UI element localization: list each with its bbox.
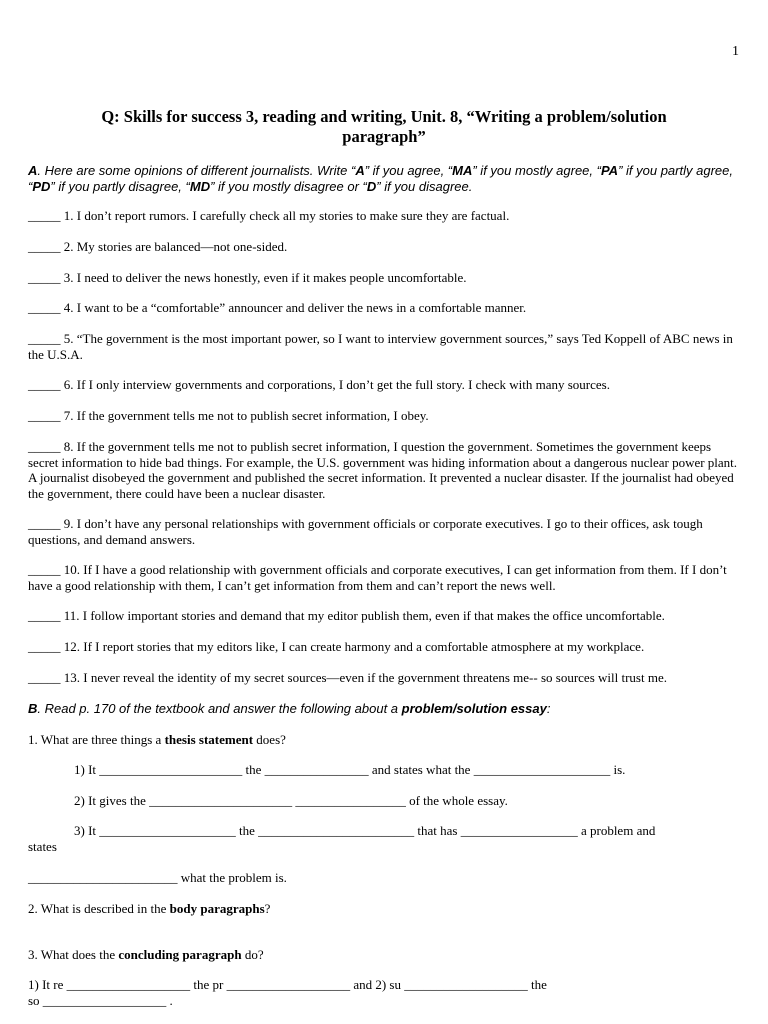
opinion-item-9 xyxy=(28,516,744,547)
answer-blank[interactable]: _____ xyxy=(28,516,61,531)
answer-blank[interactable]: _____ xyxy=(28,270,61,285)
instr-text: . Here are some opinions of different journalists. Write “ xyxy=(37,163,356,178)
opinion-text: 4. I want to be a “comfortable” announcer and deliver the news in a comfortable manner. xyxy=(60,300,527,315)
instr-text: ” if you partly agree, “ xyxy=(28,163,733,194)
answer-blank[interactable]: _____ xyxy=(28,670,61,685)
answer-blank[interactable]: _____ xyxy=(28,300,61,315)
q1-answer-3-blank[interactable]: _______________________ what the problem is. xyxy=(28,870,287,885)
page-number: 1 xyxy=(732,44,739,59)
opinion-text: 5. “The government is the most important power, so I want to interview government sources,” says Ted Koppell of ABC news in the U.S.A. xyxy=(28,331,733,362)
opinion-item-11 xyxy=(28,608,744,624)
opinion-item-6 xyxy=(28,377,744,393)
question-text: ? xyxy=(264,901,271,916)
code-a: A xyxy=(355,163,365,178)
code-pd: PD xyxy=(32,178,51,194)
opinion-text: 13. I never reveal the identity of my secret sources—even if the government threatens me-- so sources will trust me. xyxy=(60,670,667,685)
opinion-text: 1. I don’t report rumors. I carefully check all my stories to make sure they are factual. xyxy=(60,208,510,223)
opinion-text: 7. If the government tells me not to publish secret information, I obey. xyxy=(60,408,429,423)
answer-blank[interactable]: _____ xyxy=(28,408,61,423)
instr-text: ” if you agree, “ xyxy=(364,163,453,178)
instr-text: ” if you mostly agree, “ xyxy=(472,163,601,178)
code-pa: PA xyxy=(600,163,619,178)
code-md: MD xyxy=(189,178,211,194)
question-1 xyxy=(28,732,286,748)
opinion-text: 2. My stories are balanced—not one-sided. xyxy=(60,239,288,254)
question-bold: body paragraphs xyxy=(169,901,265,916)
question-text: do? xyxy=(241,947,264,962)
opinion-text: 3. I need to deliver the news honestly, even if it makes people uncomfortable. xyxy=(60,270,467,285)
instr-text: : xyxy=(546,701,551,716)
answer-blank[interactable]: _____ xyxy=(28,439,61,454)
section-b-instructions xyxy=(28,701,744,717)
section-a-instructions xyxy=(28,163,744,194)
opinion-item-4 xyxy=(28,300,744,316)
opinion-item-2 xyxy=(28,239,744,255)
answer-blank[interactable]: _____ xyxy=(28,208,61,223)
opinion-text: 12. If I report stories that my editors like, I can create harmony and a comfortable atmosphere at my workplace. xyxy=(60,639,645,654)
answer-blank[interactable]: _____ xyxy=(28,639,61,654)
instr-text: ” if you mostly disagree or “ xyxy=(210,178,367,194)
code-ma: MA xyxy=(452,163,473,178)
opinion-item-1 xyxy=(28,208,744,224)
answer-blank[interactable]: _____ xyxy=(28,377,61,392)
opinion-item-13 xyxy=(28,670,744,686)
question-text: 3. What does the xyxy=(28,947,119,962)
question-text: 1. What are three things a xyxy=(28,732,165,747)
opinion-item-3 xyxy=(28,270,744,286)
q3-answer-1[interactable]: 1) It re ___________________ the pr ___________________ and 2) su ___________________ the xyxy=(28,977,547,992)
question-text: 2. What is described in the xyxy=(28,901,170,916)
opinion-item-8 xyxy=(28,439,744,501)
instr-bold: problem/solution essay xyxy=(401,701,547,716)
opinion-item-7 xyxy=(28,408,744,424)
q1-answer-3-cont: states xyxy=(28,839,57,854)
opinion-item-5 xyxy=(28,331,744,362)
opinion-text: 8. If the government tells me not to publish secret information, I question the government. Sometimes the government keeps secret information to hide bad things. For example, the U.S. government was hiding information about a dangerous nuclear power plant. A journalist disobeyed the government and published the secret information. It prevented a nuclear disaster. If the journalist had obeyed the government, there could have been a nuclear disaster. xyxy=(28,439,738,501)
question-bold: concluding paragraph xyxy=(118,947,242,962)
section-a-letter: A xyxy=(28,163,38,178)
instr-text: ” if you disagree. xyxy=(376,178,473,194)
opinion-text: 6. If I only interview governments and corporations, I don’t get the full story. I check with many sources. xyxy=(60,377,610,392)
q1-answer-1[interactable]: 1) It ______________________ the ________________ and states what the _____________________ is. xyxy=(74,762,626,777)
question-bold: thesis statement xyxy=(164,732,254,747)
section-b-letter: B xyxy=(28,701,38,716)
page-title: Q: Skills for success 3, reading and writing, Unit. 8, “Writing a problem/solution paragraph” xyxy=(101,107,667,146)
q1-answer-2[interactable]: 2) It gives the ______________________ _________________ of the whole essay. xyxy=(74,793,508,808)
instr-text: . Read p. 170 of the textbook and answer the following about a xyxy=(37,701,402,716)
code-d: D xyxy=(366,178,377,194)
opinion-item-12 xyxy=(28,639,744,655)
question-2 xyxy=(28,901,270,917)
answer-blank[interactable]: _____ xyxy=(28,239,61,254)
answer-blank[interactable]: _____ xyxy=(28,608,61,623)
instr-text: ” if you partly disagree, “ xyxy=(50,178,190,194)
answer-blank[interactable]: _____ xyxy=(28,331,61,346)
q1-answer-3[interactable]: 3) It _____________________ the ________________________ that has __________________ a problem and xyxy=(74,823,656,838)
opinion-item-10 xyxy=(28,562,744,593)
question-3 xyxy=(28,947,264,963)
opinion-text: 10. If I have a good relationship with government officials and corporate executives, I can get information from them. If I don’t have a good relationship with them, I can’t get information from them and can’t report the news well. xyxy=(28,562,727,593)
opinion-text: 9. I don’t have any personal relationships with government officials or corporate executives. I go to their offices, ask tough questions, and demand answers. xyxy=(28,516,703,547)
question-text: does? xyxy=(253,732,286,747)
opinion-text: 11. I follow important stories and demand that my editor publish them, even if that makes the office uncomfortable. xyxy=(60,608,665,623)
answer-blank[interactable]: _____ xyxy=(28,562,61,577)
q3-answer-2[interactable]: so ___________________ . xyxy=(28,993,173,1008)
